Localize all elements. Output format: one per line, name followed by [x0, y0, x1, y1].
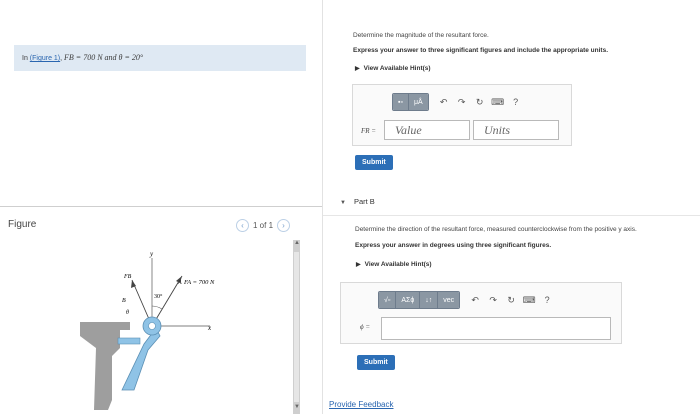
given-values: FB = 700 N and θ = 20° — [64, 53, 144, 62]
figure-link[interactable]: (Figure 1) — [29, 55, 61, 62]
panel-separator — [322, 0, 323, 414]
angle-30-label: 30° — [154, 294, 163, 300]
sqrt-template-button[interactable]: √▫ — [379, 292, 396, 308]
figure-diagram — [70, 240, 290, 414]
y-axis-label: y — [150, 250, 154, 258]
redo-icon[interactable]: ↷ — [457, 96, 466, 107]
part-a-hint[interactable] — [355, 65, 431, 72]
units-button[interactable]: μÅ — [409, 94, 428, 110]
angle-arc — [152, 306, 162, 309]
problem-statement: In (Figure 1), FB = 700 N and θ = 20° — [14, 45, 306, 71]
part-b-submit-button[interactable]: Submit — [357, 355, 395, 370]
reset-icon[interactable]: ↻ — [475, 96, 484, 107]
caret-right-icon: ▶ — [356, 262, 361, 268]
problem-prefix: In — [22, 55, 28, 62]
part-b-hint-label: View Available Hint(s) — [364, 261, 432, 268]
angle-input[interactable] — [381, 317, 611, 340]
part-a-variable: FR = — [361, 127, 377, 135]
bracket-arm — [118, 338, 140, 344]
chevron-right-icon[interactable]: › — [277, 219, 290, 232]
keyboard-icon[interactable]: ⌨ — [491, 96, 505, 107]
figure-title: Figure — [8, 219, 37, 230]
part-a-format: Express your answer to three significant figures and include the appropriate units. — [353, 47, 608, 54]
part-a-instruction: Determine the magnitude of the resultant force. — [353, 32, 489, 39]
force-fb-label: FB — [124, 274, 132, 280]
bracket-member — [122, 328, 160, 390]
help-icon[interactable]: ? — [544, 295, 550, 305]
part-b-variable: ϕ = — [360, 323, 371, 331]
greek-button[interactable]: ΑΣϕ — [396, 292, 420, 308]
part-b-hint[interactable] — [356, 261, 432, 268]
part-a-toolbar — [392, 93, 525, 111]
pager-text: 1 of 1 — [253, 221, 274, 230]
force-fa-label: FA = 700 N — [184, 279, 215, 286]
point-b-label: B — [122, 298, 126, 304]
part-b-toolbar — [378, 291, 556, 309]
theta-label: θ — [126, 310, 129, 316]
part-b-title: Part B — [353, 197, 375, 206]
undo-icon[interactable]: ↶ — [439, 96, 448, 107]
scroll-down-icon[interactable]: ▼ — [294, 404, 300, 410]
part-b-format: Express your answer in degrees using three significant figures. — [355, 242, 552, 249]
figure-divider — [0, 206, 322, 207]
part-a-submit-button[interactable]: Submit — [355, 155, 393, 170]
provide-feedback-link[interactable]: Provide Feedback — [329, 400, 394, 409]
part-b-template-group — [378, 291, 460, 309]
wall-support — [80, 322, 130, 410]
point-a-label: A — [178, 280, 182, 286]
units-input[interactable]: Units — [473, 120, 559, 140]
part-divider — [323, 215, 700, 216]
reset-icon[interactable]: ↻ — [507, 294, 515, 305]
template-button[interactable]: ▪▫ — [393, 94, 409, 110]
scroll-up-icon[interactable]: ▲ — [294, 240, 300, 246]
figure-pager — [236, 219, 290, 232]
part-a-template-group — [392, 93, 429, 111]
caret-down-icon: ▼ — [340, 200, 346, 206]
part-b-header[interactable] — [340, 197, 375, 206]
arrows-button[interactable]: ↓↑ — [420, 292, 438, 308]
chevron-left-icon[interactable]: ‹ — [236, 219, 249, 232]
pin-center — [149, 323, 156, 330]
vec-button[interactable]: vec — [438, 292, 459, 308]
x-axis-label: x — [208, 324, 212, 332]
value-input[interactable]: Value — [384, 120, 470, 140]
part-a-hint-label: View Available Hint(s) — [363, 65, 431, 72]
help-icon[interactable]: ? — [513, 97, 519, 107]
figure-scroll-thumb[interactable] — [294, 252, 299, 402]
keyboard-icon[interactable]: ⌨ — [522, 294, 536, 305]
redo-icon[interactable]: ↷ — [489, 294, 497, 305]
undo-icon[interactable]: ↶ — [471, 294, 479, 305]
part-b-instruction: Determine the direction of the resultant force, measured counterclockwise from the positive y axis. — [355, 226, 637, 233]
caret-right-icon: ▶ — [355, 66, 360, 72]
